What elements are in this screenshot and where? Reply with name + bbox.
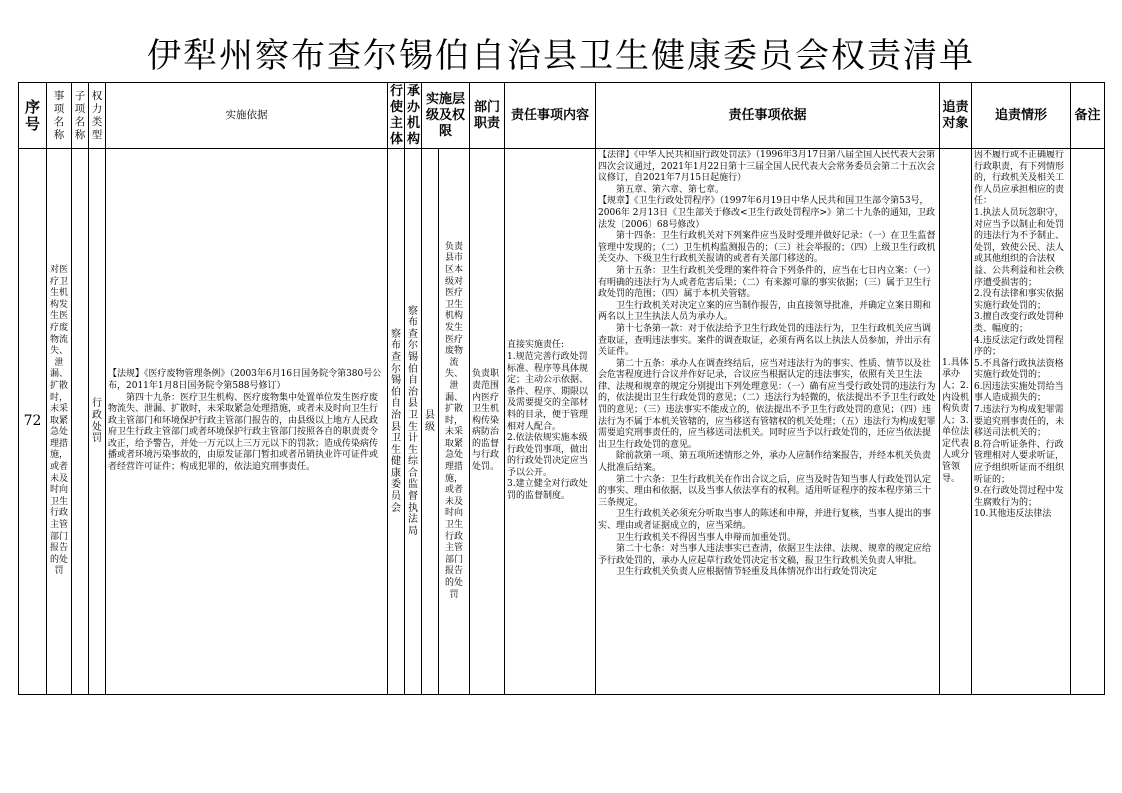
header-sub-item-name: 子项名称	[72, 83, 89, 149]
duty-basis-paragraph: 第二十七条：对当事人违法事实已查清，依据卫生法律、法规、规章的规定应给予行政处罚的，承办人应起草行政处罚决定书文稿，报卫生行政机关负责人审批。	[598, 544, 932, 566]
header-level: 实施层级及权限	[422, 83, 470, 149]
accountability-item: 8.符合听证条件、行政管理相对人要求听证，应予组织听证而不组织听证的；	[974, 439, 1065, 485]
accountability-item: 4.违反法定行政处罚程序的；	[974, 335, 1064, 358]
row-power-type: 行政处罚	[89, 149, 106, 695]
header-accountability: 追责情形	[972, 83, 1071, 149]
row-duty-basis	[598, 150, 937, 693]
header-duty-basis: 责任事项依据	[596, 83, 940, 149]
header-dept-duty: 部门职责	[470, 83, 505, 149]
row-subject: 察布查尔锡伯自治县卫生健康委员会	[388, 149, 405, 695]
header-power-type: 权力类型	[89, 83, 106, 149]
row-seq: 72	[19, 149, 47, 695]
accountability-item: 因不履行或不正确履行行政职责，有下列情形的，行政机关及相关工作人员应承担相应的责任：	[974, 150, 1065, 207]
duty-basis-paragraph: 第十七条第一款：对于依法给予卫生行政处罚的违法行为，卫生行政机关应当调查取证，查明违法事实。案件的调查取证，必须有两名以上执法人员参加，并出示有关证件。	[598, 323, 932, 358]
header-accountable: 追责对象	[940, 83, 972, 149]
duty-basis-paragraph: 卫生行政机关必须充分听取当事人的陈述和申辩，并进行复核，当事人提出的事实、理由或者证据成立的，应当采纳。	[598, 509, 932, 531]
row-item-name: 对医疗卫生机构发生医疗废物流失、泄漏、扩散时，未采取紧急处理措施，或者未及时向卫生行政主管部门报告的处罚	[47, 149, 72, 695]
accountability-item: 2.没有法律和事实依据实施行政处罚的；	[974, 289, 1064, 311]
row-dept-duty: 负责县市区本级对医疗卫生机构发生医疗废物流失、泄漏、扩散时，未采取紧急处理措施，或者未及时向卫生行政主管部门报告的处罚	[439, 149, 470, 695]
row-duty-content-detail: 直接实施责任: 1.规范完善行政处罚标准、程序等具体规定；主动公示依据、条件、程序、期限以及需要提交的全部材料的目录，便于管理相对人配合。 2.依法依规实施本级行政处罚事项，做出的行政处罚决定应当予以公开。 3.建立健全对行政处罚的监督制度。	[505, 149, 596, 695]
header-subject: 行使主体	[388, 83, 405, 149]
page-title: 伊犁州察布查尔锡伯自治县卫生健康委员会权责清单	[147, 36, 975, 76]
row-sub-item-name	[72, 149, 89, 695]
row-duty-content: 负责职责范围内医疗卫生机构传染病防治的监督与行政处罚。	[470, 149, 505, 695]
accountability-item: 10.其他违反法律法	[974, 509, 1052, 520]
header-basis: 实施依据	[106, 83, 388, 149]
duty-basis-paragraph: 【规章】《卫生行政处罚程序》（1997年6月19日中华人民共和国卫生部令第53号，2006年 2月13日《卫生部关于修改<卫生行政处罚程序>》第二十九条的通知，卫政法发〔2006〕68号修改）	[598, 196, 936, 230]
duty-list-table	[18, 82, 1105, 695]
row-undertaker: 察布查尔锡伯自治县卫生计生综合监督执法局	[405, 149, 422, 695]
header-remark: 备注	[1071, 83, 1105, 149]
duty-basis-paragraph: 第二十六条：卫生行政机关在作出合议之后，应当及时告知当事人行政处罚认定的事实、理由和依据，以及当事人依法享有的权利。适用听证程序的按本程序第三十三条规定。	[598, 474, 932, 508]
duty-basis-paragraph: 第五章、第六章、第七章。	[616, 184, 725, 195]
duty-basis-paragraph: 【法律】《中华人民共和国行政处罚法》（1996年3月17日第八届全国人民代表大会第四次会议通过，2021年1月22日第十三届全国人民代表大会常务委员会第二十五次会议修订，自2021年7月15日起施行）	[598, 150, 936, 184]
duty-basis-paragraph: 第十五条：卫生行政机关受理的案件符合下列条件的，应当在七日内立案：（一）有明确的违法行为人或者危害后果；（二）有来源可靠的事实依据；（三）属于卫生行政处罚的范围；（四）属于本机关管辖。	[598, 265, 936, 300]
header-undertaker: 承办机构	[405, 83, 422, 149]
header-duty-content: 责任事项内容	[505, 83, 596, 149]
row-basis: 【法规】《医疗废物管理条例》（2003年6月16日国务院令第380号公布，2011年1月8日国务院令第588号修订） 第四十九条：医疗卫生机构、医疗废物集中处置单位发生医疗废物流失、泄漏、扩散时，未采取紧急处理措施，或者未及时向卫生行政主管部门和环境保护行政主管部门报告的，由县级以上地方人民政府卫生行政主管部门或者环境保护行政主管部门按照各自的职责责令改正，给予警告，并处一万元以上三万元以下的罚款；造成传染病传播或者环境污染事故的，由原发证部门暂扣或者吊销执业许可证件或者经营许可证件；构成犯罪的，依法追究刑事责任。	[106, 149, 388, 695]
row-accountable: 1.具体承办人；2.内设机构负责人；3.单位法定代表人或分管领导。	[940, 149, 972, 695]
accountability-item: 1.执法人员玩忽职守，对应当予以制止和处罚的违法行为不予制止、处罚，致使公民、法人或其他组织的合法权益、公共利益和社会秩序遭受损害的；	[974, 207, 1065, 288]
duty-basis-paragraph: 卫生行政机关对决定立案的应当制作报告，由直接领导批准，并确定立案日期和两名以上卫生执法人员为承办人。	[598, 300, 932, 323]
row-level: 县级	[422, 149, 439, 695]
header-seq: 序号	[19, 83, 47, 149]
row-accountability	[974, 150, 1068, 693]
accountability-item: 3.擅自改变行政处罚种类、幅度的；	[974, 312, 1064, 334]
accountability-item: 9.在行政处罚过程中发生腐败行为的；	[974, 486, 1064, 508]
duty-basis-paragraph: 第二十五条：承办人在调查终结后，应当对违法行为的事实、性质、情节以及社会危害程度进行合议并作好记录，合议应当根据认定的违法事实，依照有关卫生法律、法规和规章的规定分别提出下列处理意见：（一）确有应当受行政处罚的违法行为的，依法提出卫生行政处罚的意见；（二）违法行为轻微的，依法提出不予卫生行政处罚的意见；（三）违法事实不能成立的，依法提出不予卫生行政处罚的意见；（四）违法行为不属于本机关管辖的，应当移送有管辖权的机关处理；（五）违法行为构成犯罪需要追究刑事责任的，应当移送司法机关。同时应当予以行政处罚的，还应当依法提出卫生行政处罚的意见。	[598, 358, 936, 450]
accountability-item: 7.违法行为构成犯罪需要追究刑事责任的，未移送司法机关的；	[974, 405, 1065, 439]
accountability-item: 6.因违法实施处罚给当事人造成损失的；	[974, 381, 1064, 404]
accountability-item: 5.不具备行政执法资格实施行政处罚的；	[974, 358, 1064, 381]
duty-basis-paragraph: 第十四条：卫生行政机关对下列案件应当及时受理并做好记录：（一）在卫生监督管理中发现的；（二）卫生机构监测报告的；（三）社会举报的；（四）上级卫生行政机关交办、下级卫生行政机关报请的或者有关部门移送的。	[598, 231, 936, 265]
duty-basis-paragraph: 卫生行政机关不得因当事人申辩而加重处罚。	[616, 532, 797, 543]
row-remark	[1071, 149, 1105, 695]
duty-basis-paragraph: 卫生行政机关负责人应根据情节轻重及具体情况作出行政处罚决定	[616, 567, 878, 578]
duty-basis-paragraph: 除前款第一项、第五项所述情形之外，承办人应制作结案报告，并经本机关负责人批准后结案。	[598, 451, 932, 474]
header-item-name: 事项名称	[47, 83, 72, 149]
table-row	[19, 149, 1105, 695]
